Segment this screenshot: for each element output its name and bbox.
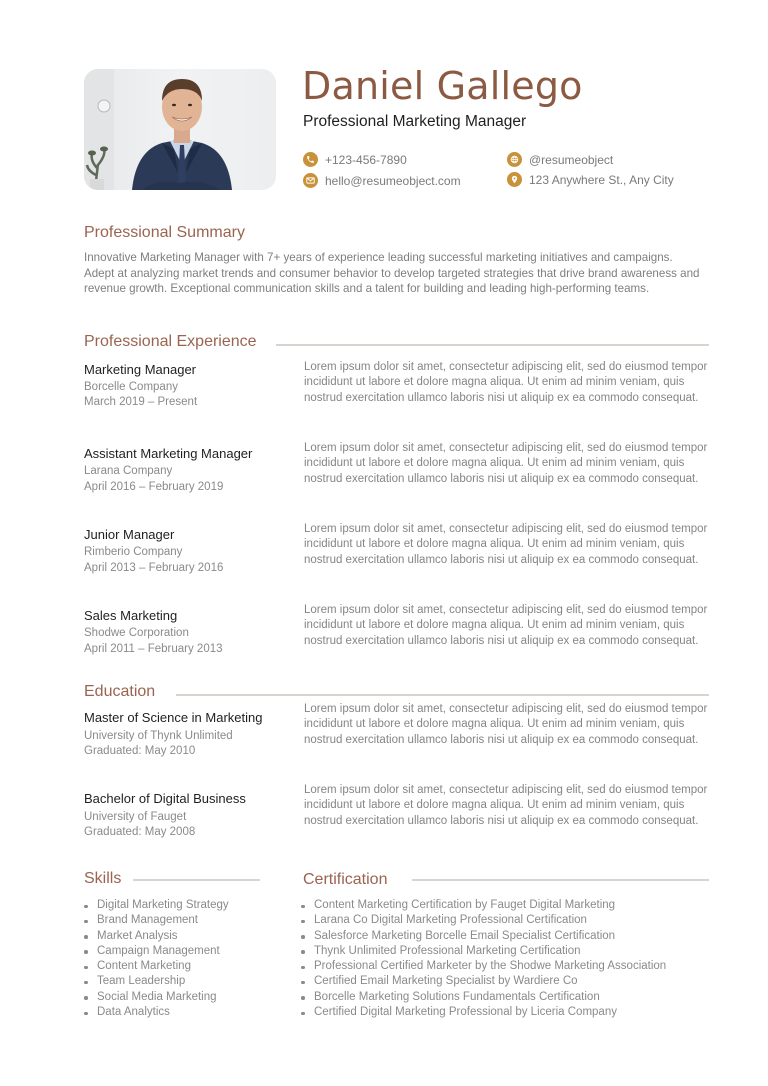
certification-heading: Certification xyxy=(303,871,388,888)
school-name: University of Thynk Unlimited xyxy=(84,730,233,742)
email-text: hello@resumeobject.com xyxy=(325,173,461,188)
summary-heading: Professional Summary xyxy=(84,224,245,241)
education-divider xyxy=(176,694,709,696)
graduation-date: Graduated: May 2008 xyxy=(84,826,196,838)
candidate-role: Professional Marketing Manager xyxy=(303,113,527,130)
school-name: University of Fauget xyxy=(84,811,187,823)
address-text: 123 Anywhere St., Any City xyxy=(529,172,674,187)
company-name: Borcelle Company xyxy=(84,381,178,393)
skill-item: Digital Marketing Strategy xyxy=(84,898,229,913)
certification-list xyxy=(301,898,666,1020)
job-dates: April 2016 – February 2019 xyxy=(84,481,224,493)
skills-list xyxy=(84,898,229,1020)
job-description: Lorem ipsum dolor sit amet, consectetur adipiscing elit, sed do eiusmod tempor incididunt ut labore et dolore magna aliqua. Ut enim ad minim veniam, quis nostrud exercitation ullamco laboris nisi ut aliquip ex ea commodo consequat. xyxy=(304,361,708,404)
job-title: Marketing Manager xyxy=(84,362,196,377)
skill-item: Campaign Management xyxy=(84,944,229,959)
skill-item: Social Media Marketing xyxy=(84,990,229,1005)
contact-address xyxy=(507,172,674,187)
job-description: Lorem ipsum dolor sit amet, consectetur adipiscing elit, sed do eiusmod tempor incididunt ut labore et dolore magna aliqua. Ut enim ad minim veniam, quis nostrud exercitation ullamco laboris nisi ut aliquip ex ea commodo consequat. xyxy=(304,604,708,647)
degree-title: Bachelor of Digital Business xyxy=(84,791,246,806)
degree-title: Master of Science in Marketing xyxy=(84,710,263,725)
company-name: Rimberio Company xyxy=(84,546,183,558)
contact-social[interactable] xyxy=(507,152,613,167)
contact-phone[interactable] xyxy=(303,152,407,167)
graduation-date: Graduated: May 2010 xyxy=(84,745,196,757)
education-heading: Education xyxy=(84,683,156,700)
education-description: Lorem ipsum dolor sit amet, consectetur adipiscing elit, sed do eiusmod tempor incididunt ut labore et dolore magna aliqua. Ut enim ad minim veniam, quis nostrud exercitation ullamco laboris nisi ut aliquip ex ea commodo consequat. xyxy=(304,784,708,827)
experience-divider xyxy=(276,344,709,346)
phone-icon xyxy=(303,152,318,167)
certification-item: Certified Email Marketing Specialist by Wardiere Co xyxy=(301,974,666,989)
contact-email[interactable] xyxy=(303,173,461,188)
job-title: Junior Manager xyxy=(84,527,175,542)
portrait-illustration xyxy=(84,69,276,190)
skills-divider xyxy=(133,879,260,881)
certification-item: Larana Co Digital Marketing Professional Certification xyxy=(301,913,666,928)
certification-divider xyxy=(412,879,709,881)
certification-item: Certified Digital Marketing Professional by Liceria Company xyxy=(301,1005,666,1020)
certification-item: Professional Certified Marketer by the Shodwe Marketing Association xyxy=(301,959,666,974)
certification-item: Salesforce Marketing Borcelle Email Specialist Certification xyxy=(301,929,666,944)
phone-text: +123-456-7890 xyxy=(325,152,407,167)
social-handle-text: @resumeobject xyxy=(529,152,614,167)
job-dates: April 2011 – February 2013 xyxy=(84,643,223,655)
skill-item: Content Marketing xyxy=(84,959,229,974)
job-description: Lorem ipsum dolor sit amet, consectetur adipiscing elit, sed do eiusmod tempor incididunt ut labore et dolore magna aliqua. Ut enim ad minim veniam, quis nostrud exercitation ullamco laboris nisi ut aliquip ex ea commodo consequat. xyxy=(304,523,708,566)
email-icon xyxy=(303,173,318,188)
globe-icon xyxy=(507,152,522,167)
job-dates: April 2013 – February 2016 xyxy=(84,562,224,574)
summary-text: Innovative Marketing Manager with 7+ years of experience leading successful marketing initiatives and campaigns. Adept at analyzing market trends and consumer behavior to develop targeted strategies that drive brand awareness and revenue growth. Exceptional communication skills and a talent for building and leading high-performing teams. xyxy=(84,251,700,295)
job-title: Sales Marketing xyxy=(84,608,178,623)
skill-item: Market Analysis xyxy=(84,929,229,944)
skill-item: Data Analytics xyxy=(84,1005,229,1020)
experience-heading: Professional Experience xyxy=(84,333,257,350)
skill-item: Team Leadership xyxy=(84,974,229,989)
job-dates: March 2019 – Present xyxy=(84,396,198,408)
certification-item: Thynk Unlimited Professional Marketing Certification xyxy=(301,944,666,959)
company-name: Larana Company xyxy=(84,465,173,477)
skills-heading: Skills xyxy=(84,870,122,887)
job-description: Lorem ipsum dolor sit amet, consectetur adipiscing elit, sed do eiusmod tempor incididunt ut labore et dolore magna aliqua. Ut enim ad minim veniam, quis nostrud exercitation ullamco laboris nisi ut aliquip ex ea commodo consequat. xyxy=(304,442,708,485)
job-title: Assistant Marketing Manager xyxy=(84,446,253,461)
skill-item: Brand Management xyxy=(84,913,229,928)
certification-item: Content Marketing Certification by Fauget Digital Marketing xyxy=(301,898,666,913)
location-pin-icon xyxy=(507,172,522,187)
profile-photo xyxy=(84,69,276,190)
candidate-name: Daniel Gallego xyxy=(302,64,583,108)
education-description: Lorem ipsum dolor sit amet, consectetur adipiscing elit, sed do eiusmod tempor incididunt ut labore et dolore magna aliqua. Ut enim ad minim veniam, quis nostrud exercitation ullamco laboris nisi ut aliquip ex ea commodo consequat. xyxy=(304,703,708,746)
certification-item: Borcelle Marketing Solutions Fundamentals Certification xyxy=(301,990,666,1005)
company-name: Shodwe Corporation xyxy=(84,627,189,639)
